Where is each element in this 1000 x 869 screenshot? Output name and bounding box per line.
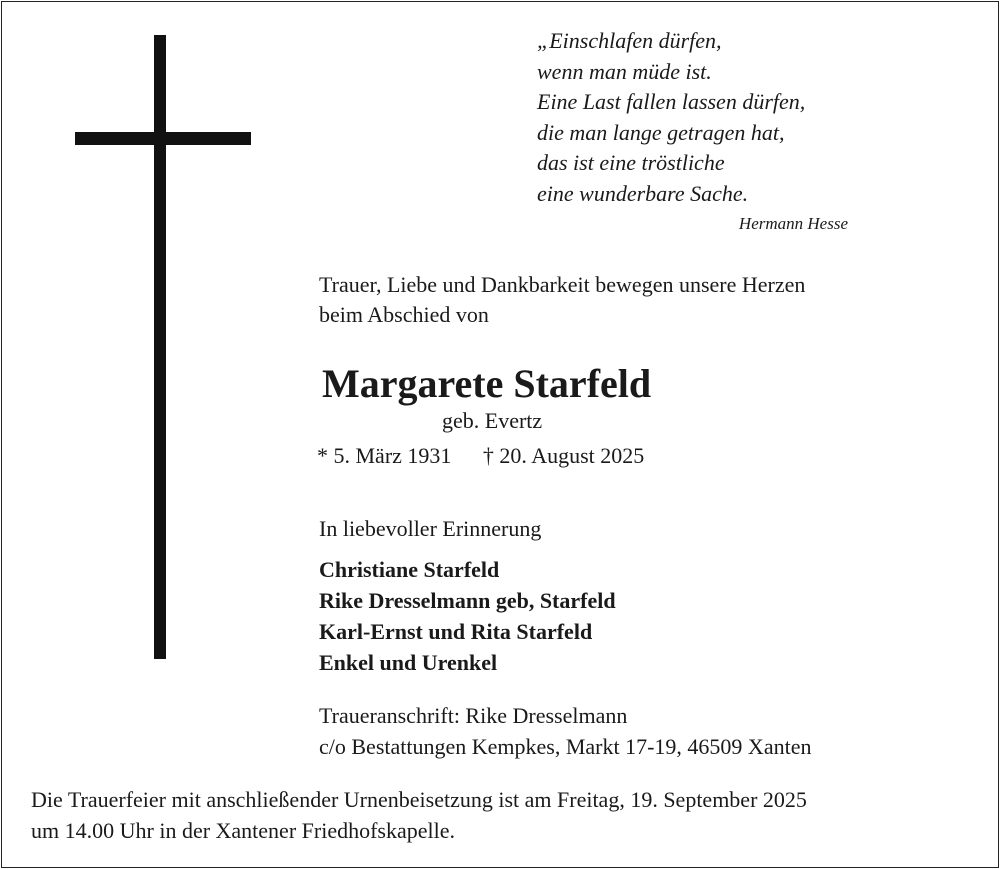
family-member: Rike Dresselmann geb, Starfeld <box>319 588 616 613</box>
address-line: Traueranschrift: Rike Dresselmann <box>319 703 628 728</box>
family-member: Enkel und Urenkel <box>319 650 498 675</box>
poem-author: Hermann Hesse <box>738 214 848 233</box>
poem-line: die man lange getragen hat, <box>537 119 785 145</box>
poem-line: Eine Last fallen lassen dürfen, <box>537 89 806 114</box>
life-dates <box>317 443 644 469</box>
death-date: † 20. August 2025 <box>482 443 645 468</box>
poem-line: eine wunderbare Sache. <box>537 180 749 206</box>
maiden-name: geb. Evertz <box>442 408 543 433</box>
address-line: c/o Bestattungen Kempkes, Markt 17-19, 46509 Xanten <box>319 734 812 759</box>
poem-line: „Einschlafen dürfen, <box>537 28 722 53</box>
service-line: um 14.00 Uhr in der Xantener Friedhofskapelle. <box>31 818 455 843</box>
memory-text: In liebevoller Erinnerung <box>319 516 542 541</box>
birth-date: * 5. März 1931 <box>317 443 452 468</box>
family-list <box>319 554 616 678</box>
intro-text <box>319 270 805 330</box>
poem-line: das ist eine tröstliche <box>537 150 725 175</box>
family-member: Christiane Starfeld <box>319 557 500 582</box>
poem-quote <box>537 26 805 209</box>
deceased-name: Margarete Starfeld <box>322 361 652 406</box>
cross-vertical-bar <box>154 35 166 659</box>
mourning-address <box>319 700 811 762</box>
service-line: Die Trauerfeier mit anschließender Urnenbeisetzung ist am Freitag, 19. September 2025 <box>31 787 807 812</box>
intro-line: beim Abschied von <box>319 302 489 327</box>
poem-line: wenn man müde ist. <box>537 58 712 84</box>
funeral-service-info <box>31 784 807 846</box>
intro-line: Trauer, Liebe und Dankbarkeit bewegen unsere Herzen <box>319 272 806 297</box>
family-member: Karl-Ernst und Rita Starfeld <box>319 619 593 644</box>
cross-horizontal-bar <box>75 132 251 145</box>
